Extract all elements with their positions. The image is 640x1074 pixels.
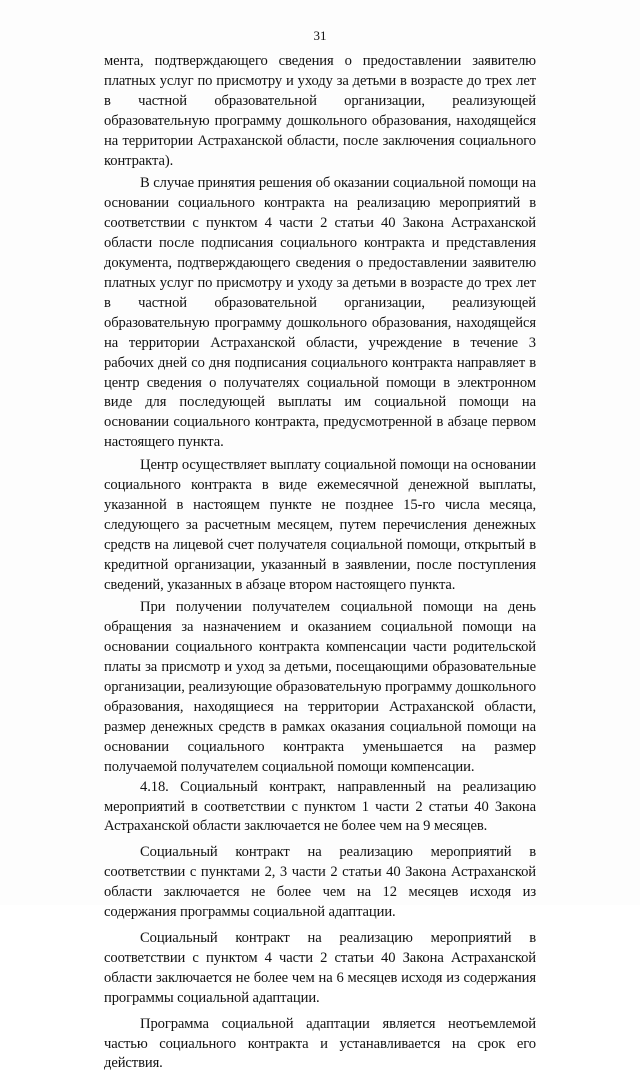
document-body — [104, 52, 536, 1074]
paragraph: В случае принятия решения об оказании социальной помощи на основании социального контракта на реализацию мероприятий в соответствии с пунктом 4 части 2 статьи 40 Закона Астраханской области после подписания социального контракта и представления документа, подтверждающего сведения о предоставлении заявителю платных услуг по присмотру и уходу за детьми в возрасте до трех лет в частной образовательной организации, реализующей образовательную программу дошкольного образования, находящейся на территории Астраханской области, учреждение в течение 3 рабочих дней со дня подписания социального контракта направляет в центр сведения о получателях социальной помощи в электронном виде для последующей выплаты им социальной помощи на основании социального контракта, предусмотренной в абзаце первом настоящего пункта. — [104, 175, 536, 451]
paragraph: Программа социальной адаптации является неотъемлемой частью социального контракта и устанавливается на срок его действия. — [104, 1015, 536, 1072]
paragraph: Социальный контракт на реализацию мероприятий в соответствии с пунктом 4 части 2 статьи 40 Закона Астраханской области заключается не более чем на 6 месяцев исходя из содержания программы социальной адаптации. — [104, 929, 536, 1006]
paragraph-clause-4-18: 4.18. Социальный контракт, направленный на реализацию мероприятий в соответствии с пунктом 1 части 2 статьи 40 Закона Астраханской области заключается не более чем на 9 месяцев. — [104, 778, 536, 835]
paragraph-continuation: мента, подтверждающего сведения о предоставлении заявителю платных услуг по присмотру и уходу за детьми в возрасте до трех лет в частной образовательной организации, реализующей образовательную программу дошкольного образования, находящейся на территории Астраханской области, после заключения социального контракта). — [104, 53, 536, 169]
paragraph: Центр осуществляет выплату социальной помощи на основании социального контракта в виде ежемесячной денежной выплаты, указанной в настоящем пункте не позднее 15-го числа месяца, следующего за расчетным месяцем, путем перечисления денежных средств на лицевой счет получателя социальной помощи, открытый в кредитной организации, указанный в заявлении, после поступления сведений, указанных в абзаце втором настоящего пункта. — [104, 457, 536, 593]
page-number: 31 — [313, 28, 327, 43]
paragraph: При получении получателем социальной помощи на день обращения за назначением и оказанием социальной помощи на основании социального контракта компенсации части родительской платы за присмотр и уход за детьми, посещающими образовательные организации, реализующие образовательную программу дошкольного образования, находящиеся на территории Астраханской области, размер денежных средств в рамках оказания социальной помощи на основании социального контракта уменьшается на размер получаемой получателем социальной помощи компенсации. — [104, 599, 536, 775]
paragraph: Социальный контракт на реализацию мероприятий в соответствии с пунктами 2, 3 части 2 статьи 40 Закона Астраханской области заключается не более чем на 12 месяцев исходя из содержания программы социальной адаптации. — [104, 844, 536, 921]
